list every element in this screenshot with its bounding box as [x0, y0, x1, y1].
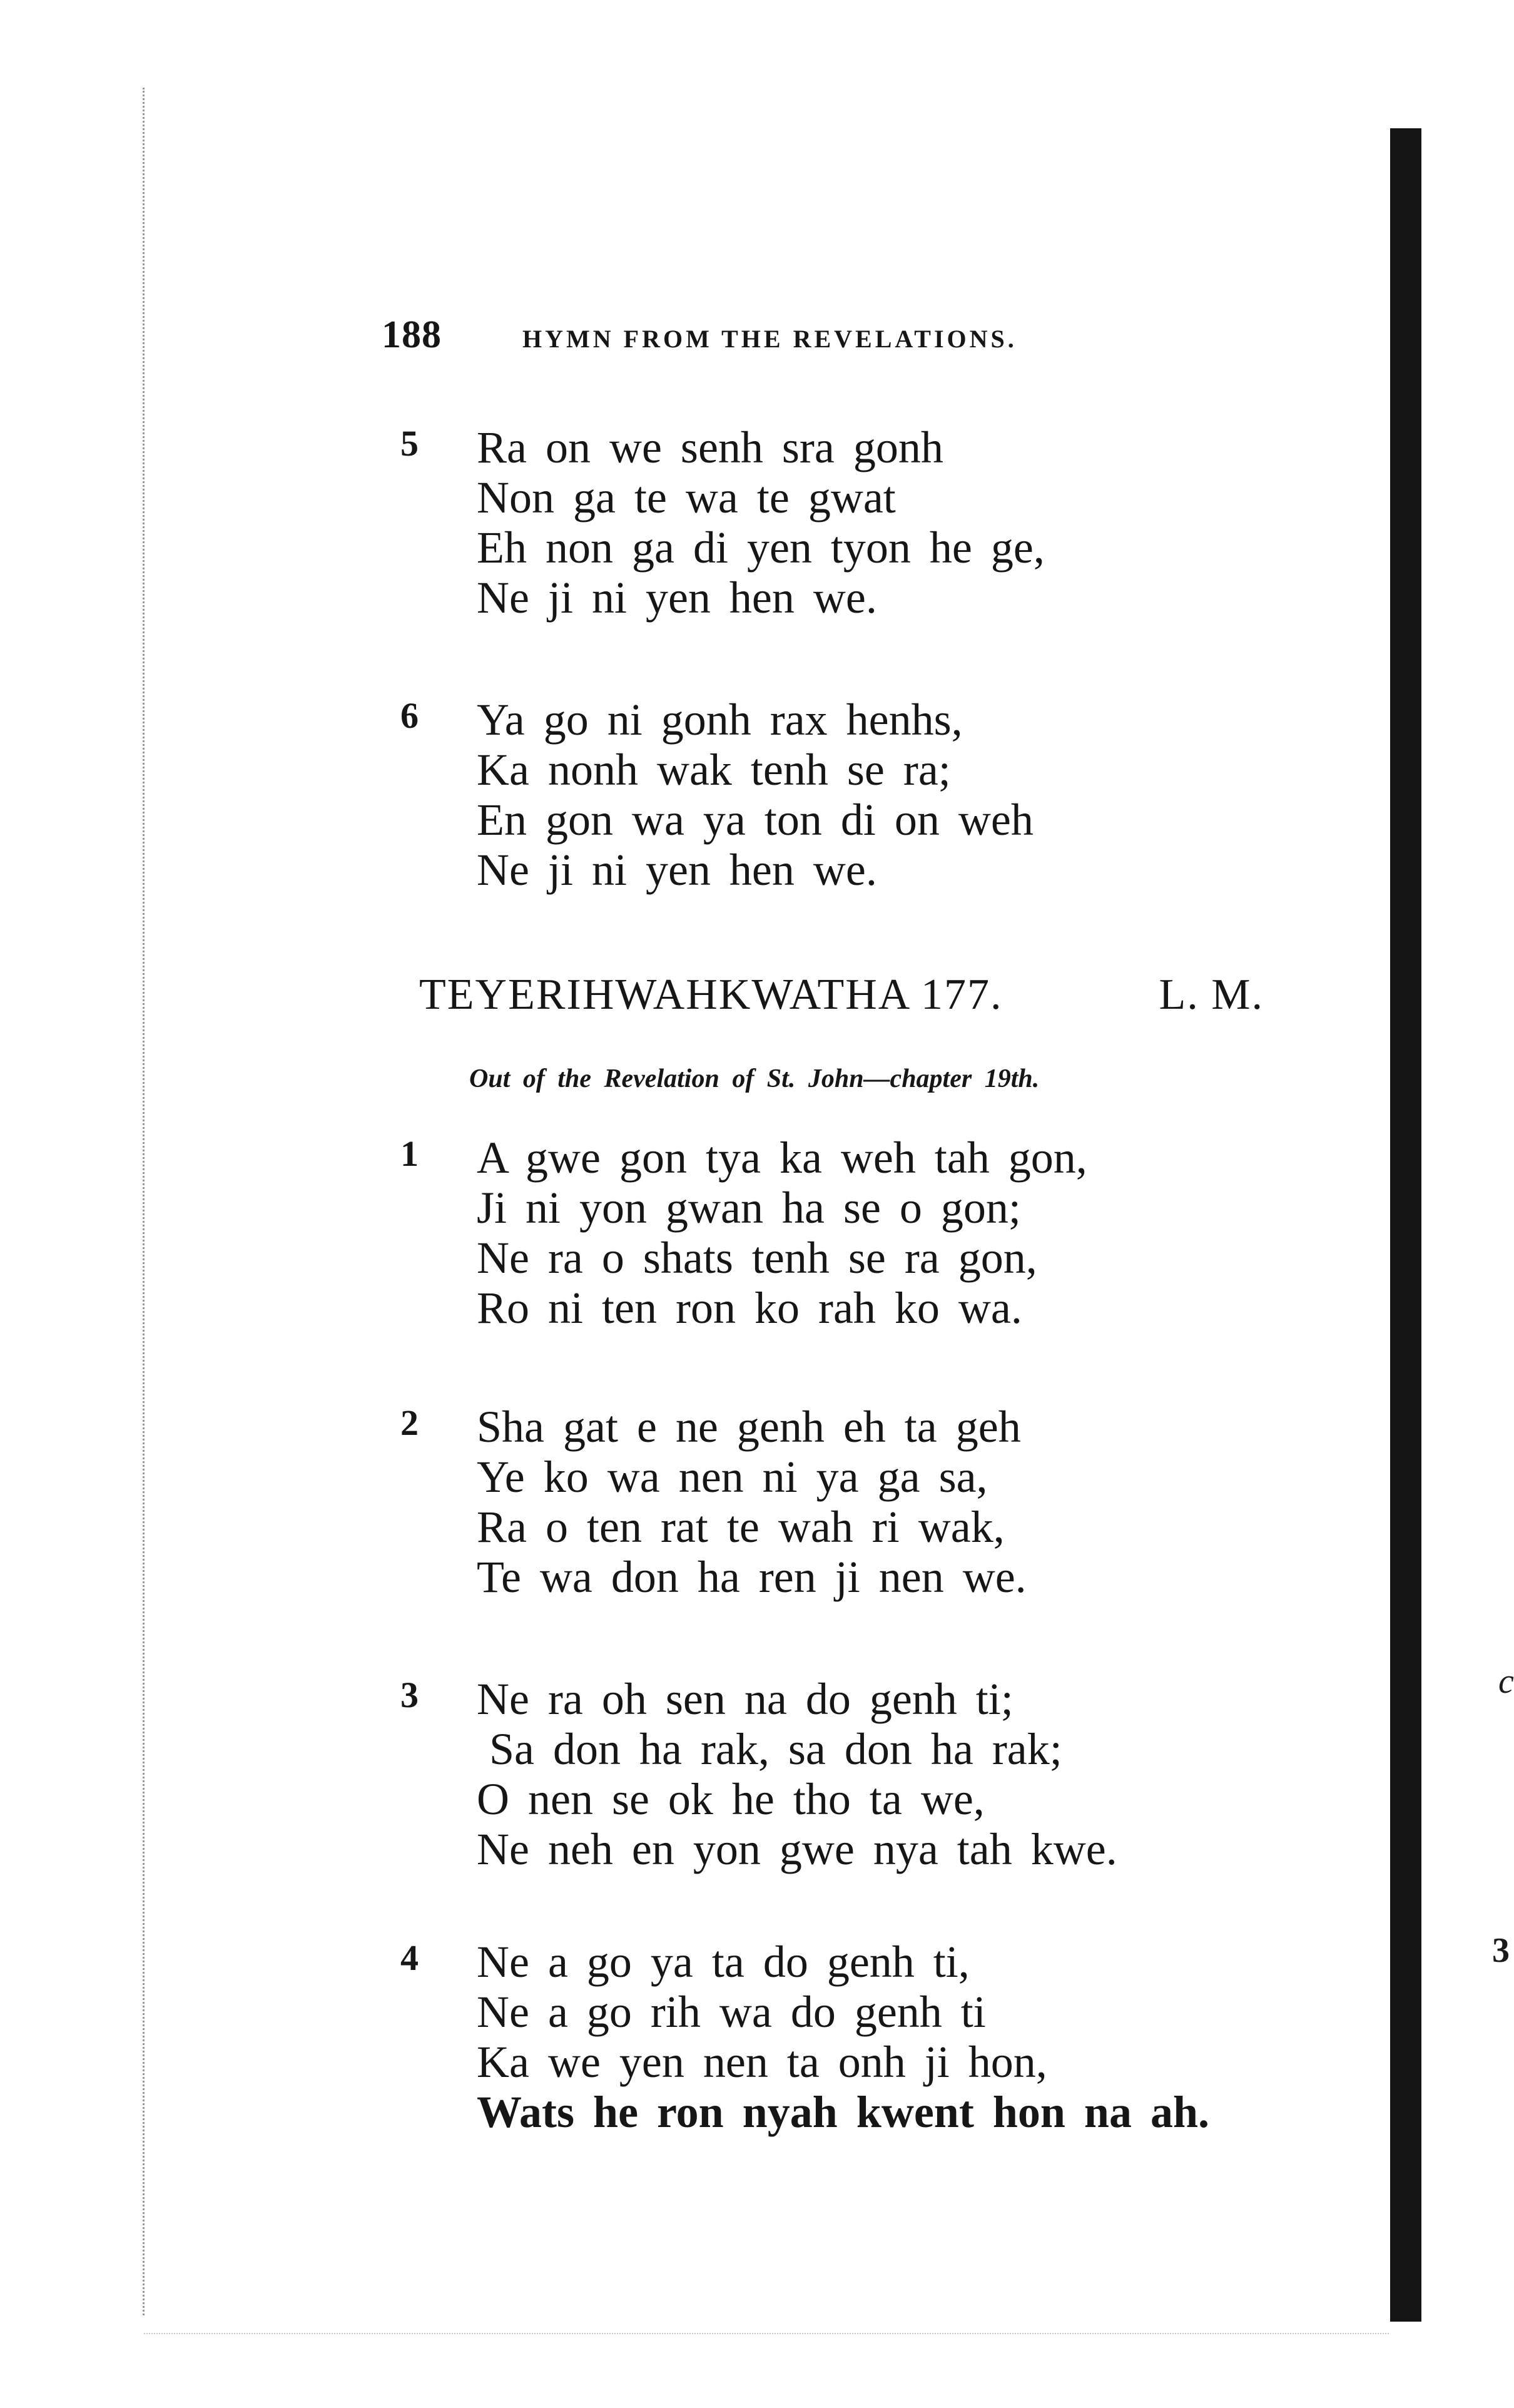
verse-number: 5	[400, 423, 419, 464]
verse-line: Ra o ten rat te wah ri wak,	[477, 1502, 1005, 1552]
verse-line: A gwe gon tya ka weh tah gon,	[477, 1133, 1087, 1183]
verse-line: Ka nonh wak tenh se ra;	[477, 745, 951, 795]
verse-line: Wats he ron nyah kwent hon na ah.	[477, 2087, 1209, 2137]
verse-number: 3	[400, 1675, 419, 1715]
verse-line: Ne ji ni yen hen we.	[477, 573, 877, 623]
verse-line: Ne a go rih wa do genh ti	[477, 1987, 986, 2037]
verse-number: 2	[400, 1402, 419, 1443]
verse-line: Ro ni ten ron ko rah ko wa.	[477, 1283, 1022, 1333]
verse-lines	[477, 695, 1034, 895]
margin-mark-c: c	[1498, 1662, 1514, 1701]
verse-lines	[477, 1133, 1087, 1333]
verse-lines	[477, 1402, 1027, 1602]
verse-lines	[477, 422, 1045, 623]
verse-line: Ka we yen nen ta onh ji hon,	[477, 2037, 1047, 2087]
page-number: 188	[382, 314, 442, 356]
page-bottom-edge	[144, 2333, 1389, 2334]
verse-line: Te wa don ha ren ji nen we.	[477, 1552, 1027, 1602]
verse-line: Ne ra o shats tenh se ra gon,	[477, 1233, 1037, 1283]
verse-line: Sha gat e ne genh eh ta geh	[477, 1402, 1021, 1452]
running-head: HYMN FROM THE REVELATIONS.	[522, 325, 1017, 353]
hymn-meter: L. M.	[1159, 971, 1264, 1019]
verse-lines	[477, 1937, 1209, 2137]
margin-mark-3: 3	[1492, 1931, 1510, 1970]
verse-line: En gon wa ya ton di on weh	[477, 795, 1034, 845]
verse-line: Ye ko wa nen ni ya ga sa,	[477, 1452, 988, 1502]
verse-line: Ne neh en yon gwe nya tah kwe.	[477, 1824, 1117, 1874]
verse-number: 6	[400, 695, 419, 736]
verse-number: 1	[400, 1133, 419, 1174]
page-gutter-edge	[143, 88, 145, 2315]
hymn-subtitle: Out of the Revelation of St. John—chapter 19th.	[469, 1064, 1040, 1093]
hymn-heading	[419, 970, 1264, 1026]
verse-line: Ra on we senh sra gonh	[477, 422, 943, 472]
verse-line: Ya go ni gonh rax henhs,	[477, 695, 963, 745]
verse-line: Ne ji ni yen hen we.	[477, 845, 877, 895]
verse-lines	[477, 1674, 1117, 1874]
verse-line: Ji ni yon gwan ha se o gon;	[477, 1183, 1021, 1233]
page-edge-shadow	[1390, 128, 1421, 2322]
verse-number: 4	[400, 1937, 419, 1978]
verse-line: Ne a go ya ta do genh ti,	[477, 1937, 970, 1987]
verse-line: Non ga te wa te gwat	[477, 472, 896, 523]
verse-line: Ne ra oh sen na do genh ti;	[477, 1674, 1014, 1724]
verse-line: O nen se ok he tho ta we,	[477, 1774, 985, 1824]
hymn-title: TEYERIHWAHKWATHA 177.	[419, 971, 1003, 1019]
verse-line: Sa don ha rak, sa don ha rak;	[489, 1724, 1062, 1774]
verse-line: Eh non ga di yen tyon he ge,	[477, 523, 1045, 573]
